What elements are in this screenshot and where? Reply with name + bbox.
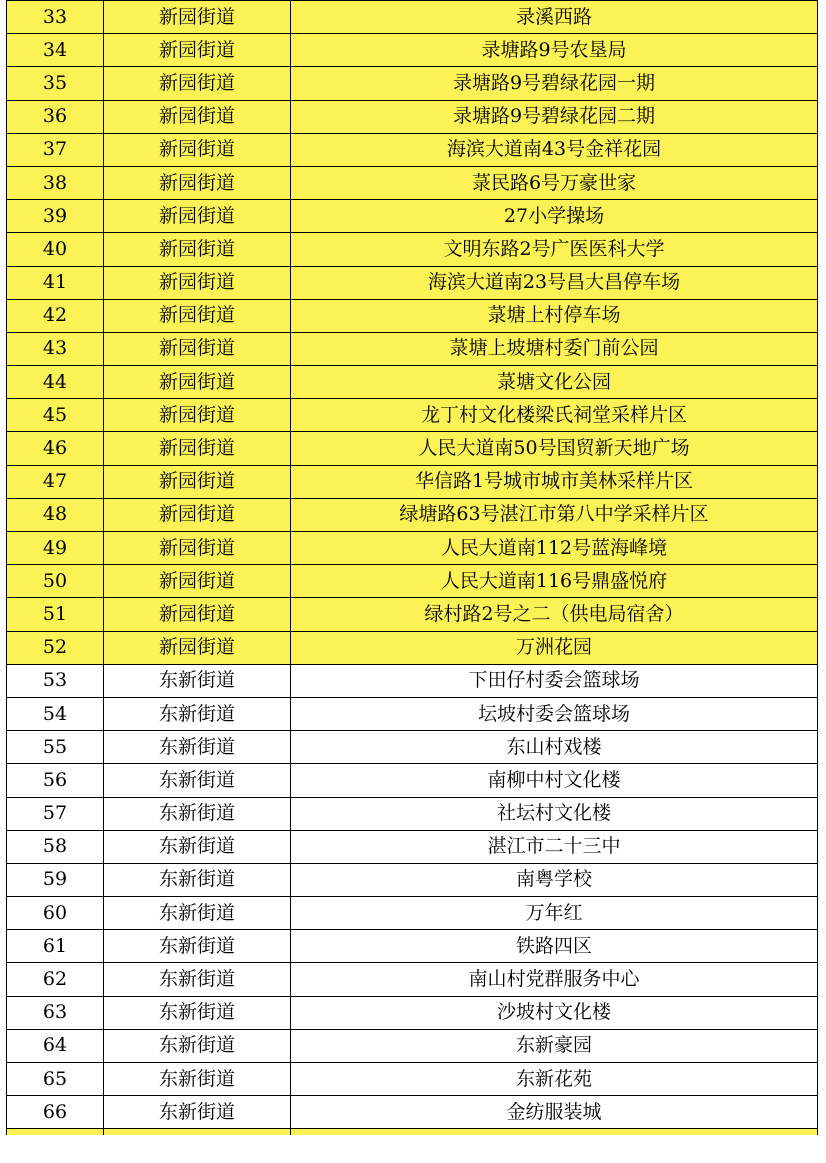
row-number-cell: 63 (7, 996, 104, 1029)
table-row (7, 166, 818, 199)
row-number-cell: 34 (7, 34, 104, 67)
sampling-place-cell: 社坛村文化楼 (291, 797, 818, 830)
table-row-partial (7, 1129, 818, 1136)
table-row (7, 996, 818, 1029)
table-row (7, 34, 818, 67)
table-row (7, 1029, 818, 1062)
street-cell: 东新街道 (104, 930, 291, 963)
row-number-cell: 49 (7, 532, 104, 565)
street-cell: 新园街道 (104, 100, 291, 133)
row-number-cell: 41 (7, 266, 104, 299)
sampling-place-cell: 海滨大道南43号金祥花园 (291, 133, 818, 166)
table-row (7, 731, 818, 764)
sampling-place-cell: 东新花苑 (291, 1063, 818, 1096)
sampling-place-cell: 人民大道南50号国贸新天地广场 (291, 432, 818, 465)
row-number-cell: 40 (7, 233, 104, 266)
table-row (7, 200, 818, 233)
sampling-place-cell: 绿村路2号之二（供电局宿舍） (291, 598, 818, 631)
street-cell: 新园街道 (104, 299, 291, 332)
sampling-place-cell: 海滨大道南23号昌大昌停车场 (291, 266, 818, 299)
street-cell: 新园街道 (104, 266, 291, 299)
row-number-cell: 55 (7, 731, 104, 764)
sampling-place-cell: 华信路1号城市城市美林采样片区 (291, 465, 818, 498)
sampling-place-cell: 人民大道南116号鼎盛悦府 (291, 565, 818, 598)
sampling-place-cell: 菉民路6号万豪世家 (291, 166, 818, 199)
sampling-site-table (6, 0, 818, 1135)
sampling-place-cell: 万年红 (291, 897, 818, 930)
table-row (7, 233, 818, 266)
table-row (7, 863, 818, 896)
empty-cell (7, 1129, 104, 1136)
sampling-place-cell: 录溪西路 (291, 1, 818, 34)
table-row (7, 631, 818, 664)
empty-cell (291, 1129, 818, 1136)
table-row (7, 830, 818, 863)
sampling-place-cell: 坛坡村委会篮球场 (291, 697, 818, 730)
street-cell: 新园街道 (104, 166, 291, 199)
street-cell: 新园街道 (104, 432, 291, 465)
table-row (7, 332, 818, 365)
sampling-place-cell: 菉塘上村停车场 (291, 299, 818, 332)
street-cell: 东新街道 (104, 830, 291, 863)
street-cell: 东新街道 (104, 897, 291, 930)
row-number-cell: 64 (7, 1029, 104, 1062)
sampling-place-cell: 菉塘上坡塘村委门前公园 (291, 332, 818, 365)
sampling-place-cell: 东新豪园 (291, 1029, 818, 1062)
row-number-cell: 39 (7, 200, 104, 233)
row-number-cell: 62 (7, 963, 104, 996)
table-row (7, 432, 818, 465)
street-cell: 新园街道 (104, 233, 291, 266)
row-number-cell: 52 (7, 631, 104, 664)
street-cell: 新园街道 (104, 34, 291, 67)
sampling-place-cell: 下田仔村委会篮球场 (291, 664, 818, 697)
street-cell: 新园街道 (104, 366, 291, 399)
sampling-place-cell: 录塘路9号碧绿花园二期 (291, 100, 818, 133)
street-cell: 东新街道 (104, 731, 291, 764)
sampling-place-cell: 人民大道南112号蓝海峰境 (291, 532, 818, 565)
row-number-cell: 53 (7, 664, 104, 697)
street-cell: 新园街道 (104, 1, 291, 34)
row-number-cell: 36 (7, 100, 104, 133)
table-body (7, 1, 818, 1136)
street-cell: 新园街道 (104, 631, 291, 664)
table-row (7, 930, 818, 963)
row-number-cell: 61 (7, 930, 104, 963)
row-number-cell: 33 (7, 1, 104, 34)
row-number-cell: 66 (7, 1096, 104, 1129)
row-number-cell: 56 (7, 764, 104, 797)
row-number-cell: 38 (7, 166, 104, 199)
street-cell: 新园街道 (104, 565, 291, 598)
row-number-cell: 51 (7, 598, 104, 631)
street-cell: 东新街道 (104, 797, 291, 830)
street-cell: 新园街道 (104, 532, 291, 565)
street-cell: 东新街道 (104, 996, 291, 1029)
row-number-cell: 59 (7, 863, 104, 896)
row-number-cell: 46 (7, 432, 104, 465)
street-cell: 新园街道 (104, 598, 291, 631)
street-cell: 新园街道 (104, 200, 291, 233)
table-row (7, 664, 818, 697)
street-cell: 新园街道 (104, 332, 291, 365)
row-number-cell: 57 (7, 797, 104, 830)
table-row (7, 598, 818, 631)
street-cell: 新园街道 (104, 399, 291, 432)
row-number-cell: 42 (7, 299, 104, 332)
table-row (7, 565, 818, 598)
sampling-place-cell: 龙丁村文化楼梁氏祠堂采样片区 (291, 399, 818, 432)
row-number-cell: 35 (7, 67, 104, 100)
table-row (7, 465, 818, 498)
table-row (7, 697, 818, 730)
street-cell: 新园街道 (104, 67, 291, 100)
sampling-place-cell: 南柳中村文化楼 (291, 764, 818, 797)
sampling-place-cell: 铁路四区 (291, 930, 818, 963)
sampling-place-cell: 绿塘路63号湛江市第八中学采样片区 (291, 498, 818, 531)
street-cell: 东新街道 (104, 963, 291, 996)
table-row (7, 366, 818, 399)
sampling-place-cell: 录塘路9号农垦局 (291, 34, 818, 67)
row-number-cell: 47 (7, 465, 104, 498)
sampling-place-cell: 湛江市二十三中 (291, 830, 818, 863)
row-number-cell: 45 (7, 399, 104, 432)
table-row (7, 1063, 818, 1096)
street-cell: 东新街道 (104, 863, 291, 896)
street-cell: 东新街道 (104, 1063, 291, 1096)
sampling-place-cell: 文明东路2号广医医科大学 (291, 233, 818, 266)
row-number-cell: 50 (7, 565, 104, 598)
sampling-place-cell: 27小学操场 (291, 200, 818, 233)
row-number-cell: 37 (7, 133, 104, 166)
street-cell: 东新街道 (104, 664, 291, 697)
sampling-place-cell: 南山村党群服务中心 (291, 963, 818, 996)
sampling-place-cell: 南粤学校 (291, 863, 818, 896)
sampling-place-cell: 沙坡村文化楼 (291, 996, 818, 1029)
table-row (7, 133, 818, 166)
row-number-cell: 44 (7, 366, 104, 399)
sampling-place-cell: 菉塘文化公园 (291, 366, 818, 399)
table-row (7, 299, 818, 332)
table-row (7, 399, 818, 432)
table-row (7, 963, 818, 996)
table-row (7, 1096, 818, 1129)
street-cell: 新园街道 (104, 465, 291, 498)
street-cell: 新园街道 (104, 133, 291, 166)
sampling-place-cell: 东山村戏楼 (291, 731, 818, 764)
row-number-cell: 65 (7, 1063, 104, 1096)
table-row (7, 67, 818, 100)
empty-cell (104, 1129, 291, 1136)
table-row (7, 1, 818, 34)
street-cell: 新园街道 (104, 498, 291, 531)
sampling-place-cell: 录塘路9号碧绿花园一期 (291, 67, 818, 100)
row-number-cell: 54 (7, 697, 104, 730)
street-cell: 东新街道 (104, 1029, 291, 1062)
street-cell: 东新街道 (104, 1096, 291, 1129)
table-row (7, 532, 818, 565)
sampling-place-cell: 金纺服装城 (291, 1096, 818, 1129)
table-row (7, 764, 818, 797)
table-row (7, 100, 818, 133)
row-number-cell: 43 (7, 332, 104, 365)
row-number-cell: 60 (7, 897, 104, 930)
row-number-cell: 48 (7, 498, 104, 531)
table-row (7, 498, 818, 531)
street-cell: 东新街道 (104, 764, 291, 797)
sampling-place-cell: 万洲花园 (291, 631, 818, 664)
table-row (7, 797, 818, 830)
table-row (7, 897, 818, 930)
street-cell: 东新街道 (104, 697, 291, 730)
table-row (7, 266, 818, 299)
row-number-cell: 58 (7, 830, 104, 863)
